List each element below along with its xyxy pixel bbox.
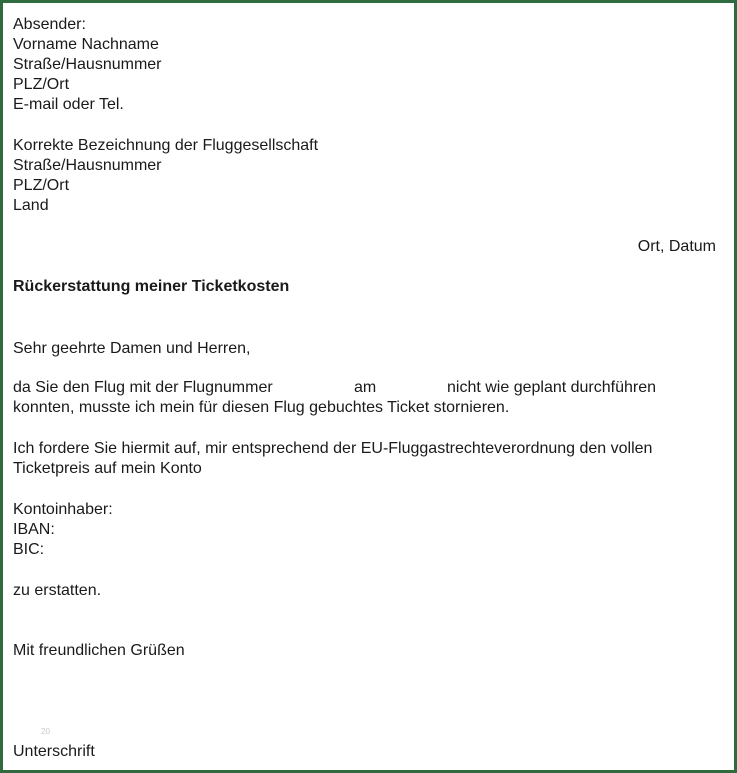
para1-part-c: nicht wie geplant durchführen <box>447 379 657 396</box>
para1-part-a: da Sie den Flug mit der Flugnummer <box>13 379 273 396</box>
salutation: Sehr geehrte Damen und Herren, <box>13 340 251 357</box>
para1-part-b: am <box>354 379 377 396</box>
recipient-street: Straße/Hausnummer <box>13 157 162 174</box>
closing: Mit freundlichen Grüßen <box>13 642 185 659</box>
place-date: Ort, Datum <box>637 238 716 255</box>
recipient-country: Land <box>13 197 49 214</box>
sender-heading: Absender: <box>13 16 86 33</box>
sender-contact: E-mail oder Tel. <box>13 96 124 113</box>
para1-line2: konnten, musste ich mein für diesen Flug gebuchtes Ticket stornieren. <box>13 399 510 416</box>
sender-name: Vorname Nachname <box>13 36 159 53</box>
subject-line: Rückerstattung meiner Ticketkosten <box>13 278 290 295</box>
signature-label: Unterschrift <box>13 743 95 760</box>
bank-holder: Kontoinhaber: <box>13 501 113 518</box>
sender-street: Straße/Hausnummer <box>13 56 162 73</box>
recipient-airline: Korrekte Bezeichnung der Fluggesellschaft <box>13 137 319 154</box>
para2-line1: Ich fordere Sie hiermit auf, mir entsprechend der EU-Fluggastrechteverordnung den vollen <box>13 440 653 457</box>
para2-line2: Ticketpreis auf mein Konto <box>13 460 202 477</box>
bank-bic: BIC: <box>13 541 45 558</box>
refund-line: zu erstatten. <box>13 582 102 599</box>
sender-city: PLZ/Ort <box>13 76 70 93</box>
faint-mark: 20 <box>41 727 50 736</box>
bank-iban: IBAN: <box>13 521 55 538</box>
recipient-city: PLZ/Ort <box>13 177 70 194</box>
